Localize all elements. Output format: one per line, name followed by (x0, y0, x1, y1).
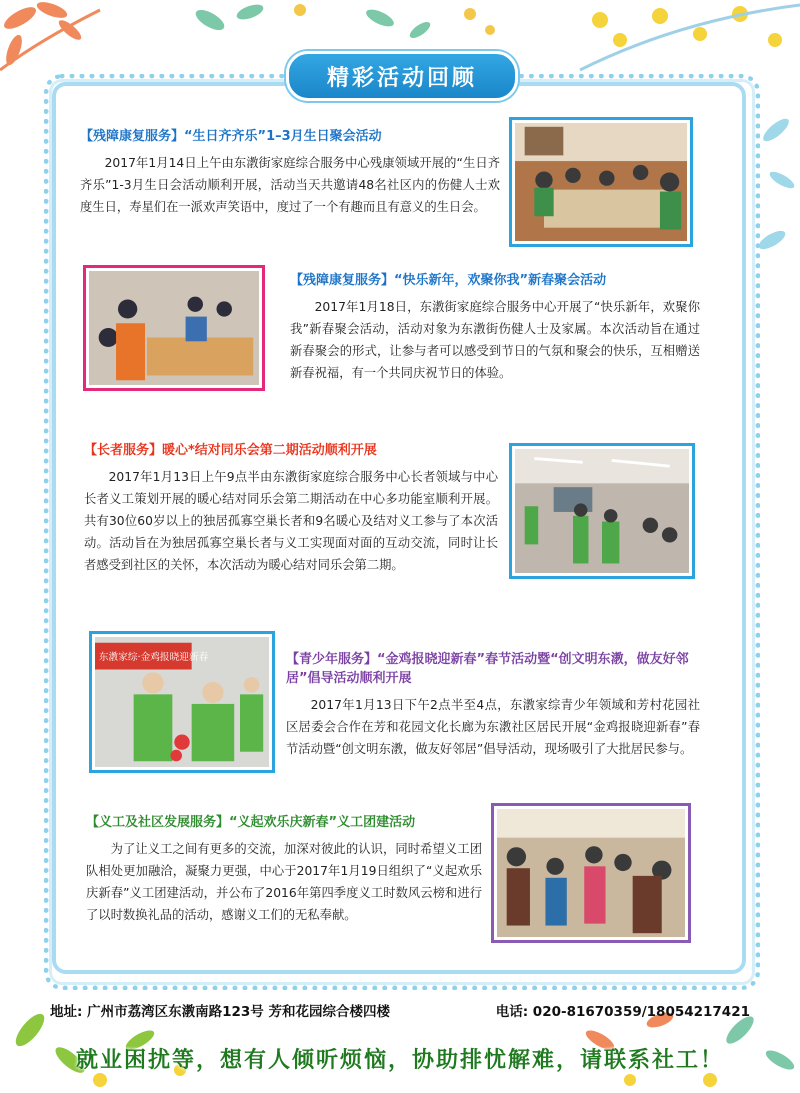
footer-phone: 电话: 020-81670359/18054217421 (495, 1004, 750, 1020)
photo-youth-activity (92, 634, 272, 770)
photo-elderly-gathering (512, 446, 692, 576)
footer-address: 地址: 广州市荔湾区东漖南路123号 芳和花园综合楼四楼 (50, 1004, 390, 1020)
section-youth-service (286, 650, 700, 760)
section-heading: 【长者服务】暖心*结对同乐会第二期活动顺利开展 (84, 443, 377, 458)
section-body: 2017年1月14日上午由东漖街家庭综合服务中心残康领域开展的“生日齐齐乐”1-3月生日会活动顺利开展，活动当天共邀请48名社区内的伤健人士欢度生日，寿星们在一派欢声笑语中，度过了一个有趣而且有意义的生日会。 (80, 156, 500, 214)
section-volunteer-service (86, 814, 482, 926)
section-heading: 【青少年服务】“金鸡报晓迎新春”春节活动暨“创文明东漖，做友好邻居”倡导活动顺利开展 (286, 652, 689, 686)
photo-sign-text: 东漖家综·金鸡报晓迎新春 (98, 651, 209, 663)
title-banner (286, 51, 518, 101)
photo-volunteer-party (494, 806, 688, 940)
footer-contact-bar (50, 1000, 750, 1024)
section-birthday-party (80, 128, 500, 218)
section-body: 为了让义工之间有更多的交流，加深对彼此的认识，同时希望义工团队相处更加融洽，凝聚力更强，中心于2017年1月19日组织了“义起欢乐庆新春”义工团建活动，并公布了2016年第四季度义工时数风云榜和进行了以时数换礼品的活动，感谢义工们的无私奉献。 (86, 842, 482, 922)
page-title: 精彩活动回顾 (326, 65, 477, 91)
section-elderly-service (84, 442, 498, 576)
section-heading: 【残障康复服务】“快乐新年，欢聚你我”新春聚会活动 (290, 273, 607, 288)
top-right-flowers-decoration (560, 0, 800, 80)
section-heading: 【残障康复服务】“生日齐齐乐”1–3月生日聚会活动 (80, 129, 382, 144)
section-new-year-gathering (290, 272, 700, 384)
section-heading: 【义工及社区发展服务】“义起欢乐庆新春”义工团建活动 (86, 815, 416, 830)
section-body: 2017年1月13日上午9点半由东漖街家庭综合服务中心长者领域与中心长者义工策划开展的暖心结对同乐会第二期活动在中心多功能室顺利开展。共有30位60岁以上的独居孤寡空巢长者和9名暖心及结对义工参与了本次活动。活动旨在为独居孤寡空巢长者与义工实现面对面的互动交流，同时让长者感受到社区的关怀，本次活动为暖心结对同乐会第二期。 (84, 470, 498, 572)
photo-new-year-gathering (86, 268, 262, 388)
footer-slogan: 就业困扰等，想有人倾听烦恼，协助排忧解难，请联系社工！ (75, 1048, 724, 1073)
section-body: 2017年1月18日，东漖街家庭综合服务中心开展了“快乐新年，欢聚你我”新春聚会活动，活动对象为东漖街伤健人士及家属。本次活动旨在通过新春聚会的形式，让参与者可以感受到节日的气氛和聚会的快乐，互相赠送新春祝福，有一个共同庆祝节日的体验。 (290, 300, 700, 380)
photo-birthday-party (512, 120, 690, 244)
section-body: 2017年1月13日下午2点半至4点，东漖家综青少年领域和芳村花园社区居委会合作在芳和花园文化长廊为东漖社区居民开展“金鸡报晓迎新春”春节活动暨“创文明东漖，做友好邻居”倡导活动，现场吸引了大批居民参与。 (286, 698, 700, 756)
